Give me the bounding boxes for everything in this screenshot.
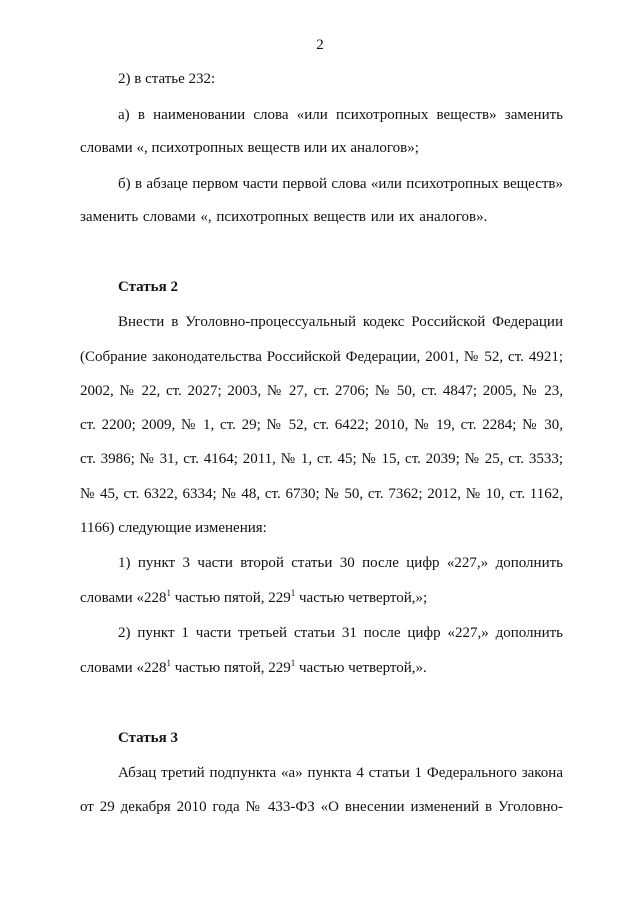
article-2-body-line: (Собрание законодательства Российской Федерации, 2001, № 52, ст. 4921; [80, 349, 563, 365]
article-3-line1: Абзац третий подпункта «а» пункта 4 статьи 1 Федерального закона [118, 765, 563, 781]
item2-text-part3: частью четвертой,». [295, 660, 427, 676]
section-232-intro: 2) в статье 232: [118, 71, 216, 87]
article-2-body-line: ст. 3986; № 31, ст. 4164; 2011, № 1, ст. 45; № 15, ст. 2039; № 25, ст. 3533; [80, 451, 563, 467]
item1-text-part1: словами «228 [80, 590, 167, 606]
article-2-item2-line2 [80, 659, 427, 677]
item2-superscript-1: 1 [166, 658, 171, 668]
article-2-body-line: Внести в Уголовно-процессуальный кодекс Российской Федерации [118, 314, 563, 330]
item2-text-part1: словами «228 [80, 660, 167, 676]
article-3-line2: от 29 декабря 2010 года № 433-ФЗ «О внесении изменений в Уголовно- [80, 799, 563, 815]
item1-text-part3: частью четвертой,»; [295, 590, 428, 606]
section-232-item-b-line1: б) в абзаце первом части первой слова «или психотропных веществ» [118, 176, 563, 192]
item1-text-part2: частью пятой, 229 [170, 590, 291, 606]
section-232-item-b-line2: заменить словами «, психотропных веществ или их аналогов». [80, 209, 488, 225]
page-number: 2 [316, 37, 324, 53]
article-3-heading: Статья 3 [118, 730, 178, 746]
section-232-item-a-line2: словами «, психотропных веществ или их аналогов»; [80, 140, 419, 156]
item1-superscript-1: 1 [166, 588, 171, 598]
article-2-body-line: 2002, № 22, ст. 2027; 2003, № 27, ст. 2706; № 50, ст. 4847; 2005, № 23, [80, 383, 563, 399]
article-2-item2-line1: 2) пункт 1 части третьей статьи 31 после цифр «227,» дополнить [118, 625, 563, 641]
section-232-item-a-line1: а) в наименовании слова «или психотропных веществ» заменить [118, 107, 563, 123]
article-2-item1-line2 [80, 589, 427, 607]
item2-superscript-2: 1 [290, 658, 296, 668]
article-2-item1-line1: 1) пункт 3 части второй статьи 30 после цифр «227,» дополнить [118, 555, 563, 571]
article-2-heading: Статья 2 [118, 279, 178, 295]
article-2-body-line: 1166) следующие изменения: [80, 520, 267, 536]
article-2-body-line: № 45, ст. 6322, 6334; № 48, ст. 6730; № 50, ст. 7362; 2012, № 10, ст. 1162, [80, 486, 563, 502]
article-2-body-line: ст. 2200; 2009, № 1, ст. 29; № 52, ст. 6422; 2010, № 19, ст. 2284; № 30, [80, 417, 563, 433]
item1-superscript-2: 1 [290, 588, 296, 598]
item2-text-part2: частью пятой, 229 [170, 660, 291, 676]
